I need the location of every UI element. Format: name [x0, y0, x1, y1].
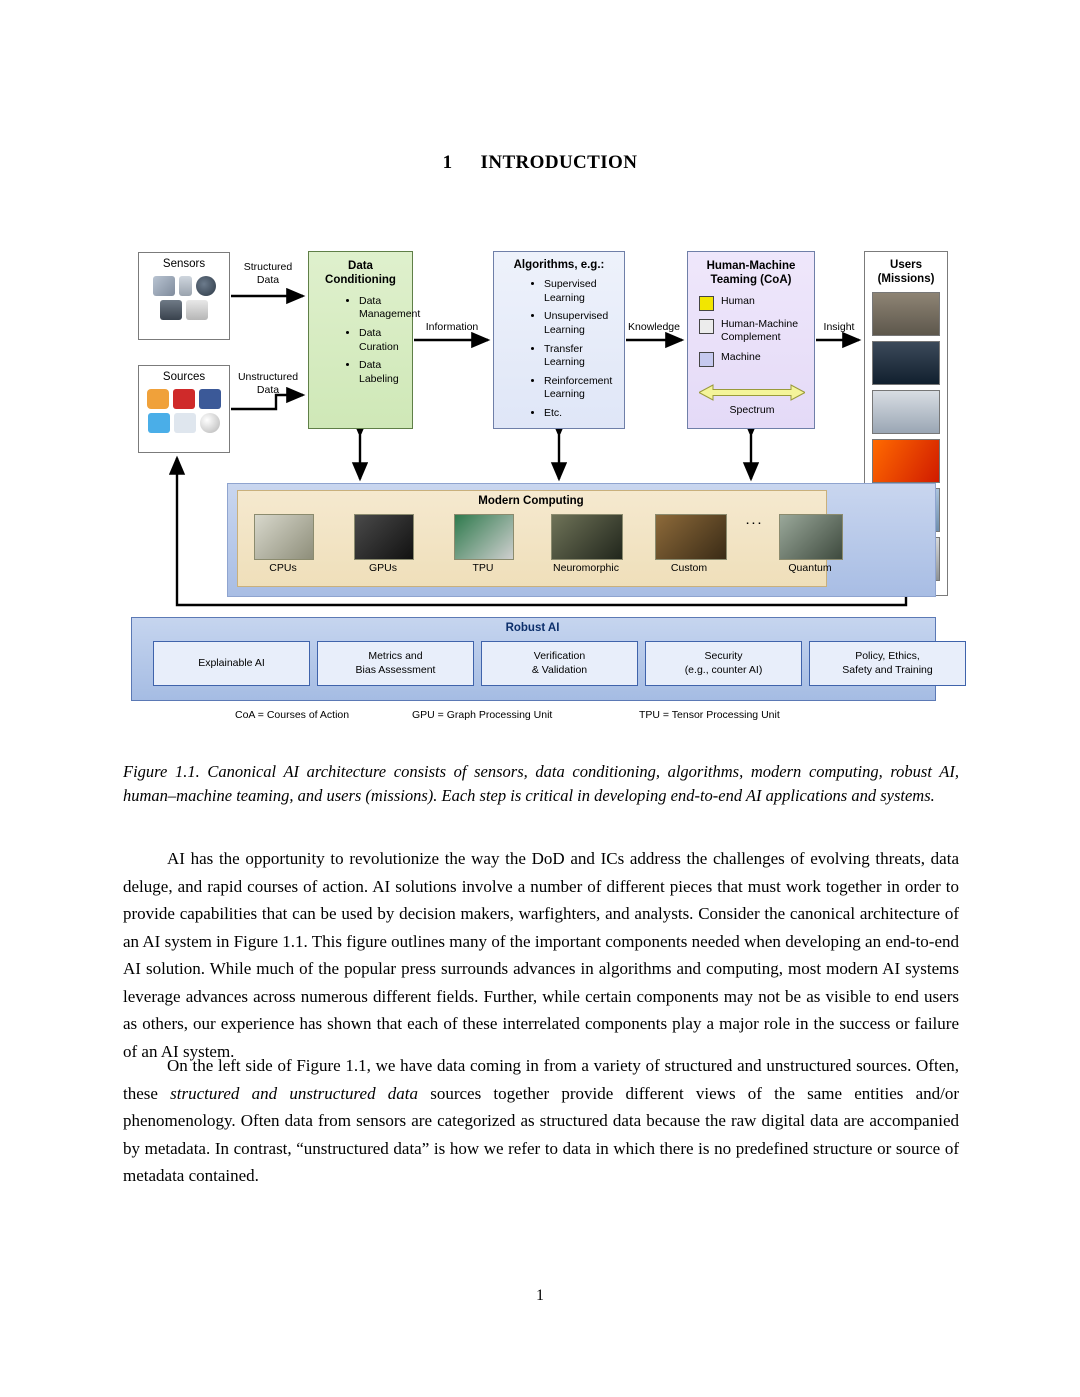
unstructured-label-line2: Data [256, 384, 280, 397]
human-machine-teaming-title [688, 259, 814, 288]
list-item: • Unsupervised Learning [544, 310, 624, 337]
paragraph-text: AI has the opportunity to revolutionize the way the DoD and ICs address the challenges of evolving threats, data deluge, and rapid courses of action. AI solutions involve a number of different pieces that must work together in order to provide capabilities that can be used by decision makers, warfighters, and analysts. Consider the canonical architecture of an AI system in Figure 1.1. This figure outlines many of the important components needed when developing an end-to-end AI solution. While much of the popular press surrounds advances in algorithms and computing, most modern AI systems leverage advances across numerous different fields. Further, while certain components may not be as visible to end users as others, our experience has shown that each of these interrelated components play a major role in the success or failure of an AI system. [123, 849, 959, 1061]
globe-icon [200, 413, 220, 433]
sources-box [138, 365, 230, 453]
algorithms-list [504, 278, 624, 421]
sources-icons [139, 383, 229, 433]
figure-1-1 [131, 243, 949, 731]
phone-icon [179, 276, 192, 296]
neuromorphic-image [551, 514, 623, 560]
legend-label: Human [721, 294, 755, 307]
structured-data-label [230, 261, 306, 287]
page-title [0, 152, 1080, 174]
signal-icon [186, 300, 208, 320]
robust-card-security [645, 641, 802, 686]
card-line2: Safety and Training [842, 663, 933, 676]
legend-item-complement [699, 318, 814, 344]
legend-label: Human-Machine Complement [721, 317, 799, 343]
card-line2: Bias Assessment [355, 663, 436, 676]
paragraph-text-a: On the left side of Figure 1.1, we have data coming in from a variety of structured and unstructured sources. Often, these [123, 1056, 959, 1103]
medical-photo [872, 390, 940, 434]
data-conditioning-title-line2: Conditioning [325, 274, 396, 287]
list-item: • Data Labeling [359, 359, 412, 386]
body-paragraph-2 [123, 1052, 959, 1190]
robust-card-policy [809, 641, 966, 686]
control-room-photo [872, 292, 940, 336]
twitter-icon [148, 413, 170, 433]
satellite-icon [153, 276, 175, 296]
data-conditioning-list [319, 294, 421, 387]
neuromorphic-label: Neuromorphic [553, 562, 619, 574]
robust-card-explainable [153, 641, 310, 686]
algorithms-title: Algorithms, e.g.: [513, 259, 605, 271]
gpu-image [354, 514, 414, 560]
search-icon [174, 413, 196, 433]
list-item: • Data Management [359, 295, 412, 322]
human-machine-teaming-box [687, 251, 815, 429]
unstructured-label-line1: Unstructured [237, 371, 299, 383]
legend-item-machine [699, 351, 814, 367]
information-label: Information [425, 321, 479, 333]
cpu-label: CPUs [269, 562, 297, 574]
robust-card-metrics [317, 641, 474, 686]
tpu-label: TPU [472, 562, 494, 574]
spectrum-double-arrow-icon [699, 384, 805, 401]
data-conditioning-box [308, 251, 421, 429]
rss-icon [147, 389, 169, 409]
operations-photo [872, 341, 940, 385]
robust-card-verification [481, 641, 638, 686]
mail-icon [173, 389, 195, 409]
custom-label: Custom [670, 562, 708, 574]
figure-caption: Figure 1.1. Canonical AI architecture consists of sensors, data conditioning, algorithms, modern computing, robust AI, human–machine teaming, and users (missions). Each step is critical in developing end-to-end AI applications and systems. [123, 762, 959, 805]
hmt-title-line2: Teaming (CoA) [710, 274, 792, 287]
data-conditioning-title [309, 259, 412, 288]
camera-icon [160, 300, 182, 320]
card-line2: (e.g., counter AI) [684, 663, 763, 676]
card-line1: Verification [533, 649, 586, 662]
data-conditioning-title-line1: Data [348, 260, 373, 272]
legend-swatch-icon [699, 319, 714, 334]
body-paragraph-1 [123, 845, 959, 1065]
sources-title: Sources [162, 371, 206, 383]
robust-ai-title: Robust AI [505, 622, 560, 634]
legend-label: Machine [721, 351, 761, 363]
structured-label-line2: Data [256, 274, 280, 287]
sensors-icons [139, 270, 229, 320]
paragraph-text-b: sources together provide different views of the same entities and/or phenomenology. Often data from sensors are categorized as structured data because the raw digital data are accompanied by metadata. In contrast, “unstructured data” is how we refer to data in which there is no predefined structure or source of metadata contained. [123, 1083, 959, 1186]
radar-icon [196, 276, 216, 296]
paragraph-emphasis: structured and unstructured data [170, 1083, 419, 1103]
insight-label: Insight [823, 321, 855, 333]
hmt-title-line1: Human-Machine [706, 260, 796, 272]
footnote-coa: CoA = Courses of Action [235, 709, 350, 721]
facebook-icon [199, 389, 221, 409]
users-title [865, 258, 947, 287]
ellipsis-label: ... [746, 515, 764, 527]
tpu-image [454, 514, 514, 560]
section-title: INTRODUCTION [480, 152, 638, 173]
list-item: • Data Curation [359, 327, 412, 354]
spectrum-label: Spectrum [729, 404, 775, 416]
legend-item-human [699, 295, 814, 311]
quantum-image [779, 514, 843, 560]
list-item: • Supervised Learning [544, 278, 624, 305]
card-line2: & Validation [531, 663, 588, 676]
knowledge-label: Knowledge [628, 321, 680, 333]
card-line1: Metrics and [368, 649, 423, 662]
page-number: 1 [536, 1287, 544, 1304]
footnote-gpu: GPU = Graph Processing Unit [412, 709, 553, 721]
section-number: 1 [442, 152, 453, 173]
cpu-image [254, 514, 314, 560]
users-title-line2: (Missions) [877, 273, 935, 286]
quantum-label: Quantum [788, 562, 832, 574]
gpu-label: GPUs [368, 562, 397, 574]
list-item: • Reinforcement Learning [544, 375, 624, 402]
algorithms-box [493, 251, 625, 429]
modern-computing-title: Modern Computing [478, 495, 584, 507]
legend-swatch-icon [699, 296, 714, 311]
users-title-line1: Users [890, 259, 922, 271]
list-item: • Transfer Learning [544, 343, 624, 370]
structured-label-line1: Structured [243, 261, 293, 273]
footnote-tpu: TPU = Tensor Processing Unit [639, 709, 780, 721]
card-line1: Explainable AI [198, 656, 265, 669]
thermal-photo [872, 439, 940, 483]
card-line1: Security [704, 649, 743, 662]
unstructured-data-label [226, 371, 310, 397]
custom-image [655, 514, 727, 560]
card-line1: Policy, Ethics, [855, 649, 920, 662]
sensors-title: Sensors [162, 258, 206, 270]
legend-swatch-icon [699, 352, 714, 367]
sensors-box [138, 252, 230, 340]
list-item: • Etc. [544, 407, 624, 421]
